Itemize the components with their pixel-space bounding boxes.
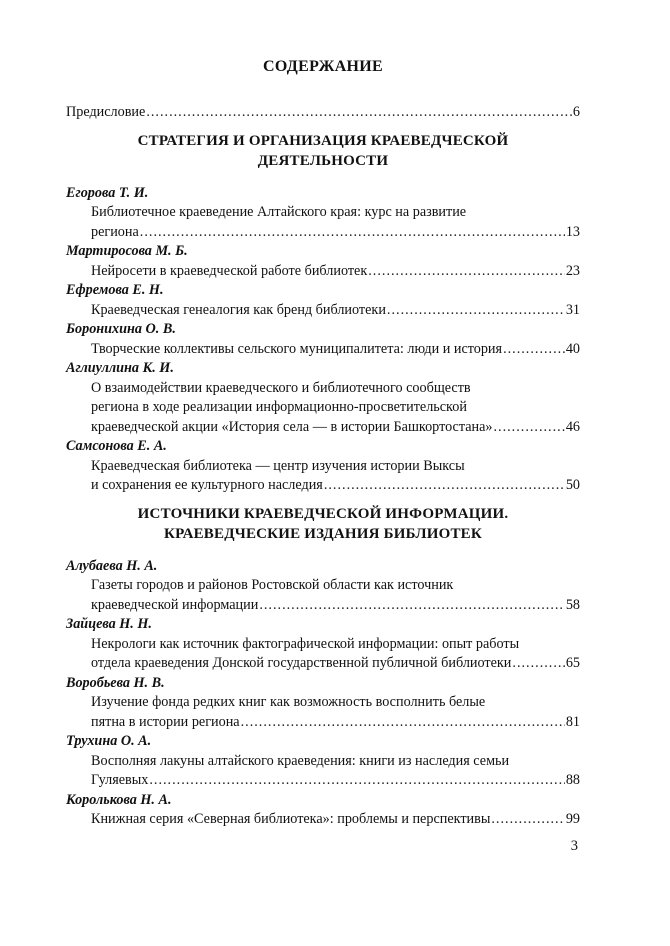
toc-entry[interactable] (66, 359, 580, 437)
toc-page-number: 31 (565, 301, 580, 318)
toc-page-number: 40 (565, 340, 580, 357)
toc-page-number: 65 (565, 655, 580, 671)
toc-entry[interactable] (66, 281, 580, 320)
section-heading-line: КРАЕВЕДЧЕСКИЕ ИЗДАНИЯ БИБЛИОТЕК (164, 525, 482, 542)
dot-leader (140, 223, 565, 243)
toc-entry-author: Аглиуллина К. И. (66, 360, 174, 376)
toc-entry-title-line: краеведческой информации (91, 596, 259, 613)
dot-leader (149, 771, 564, 791)
dot-leader (324, 476, 565, 496)
page-title: СОДЕРЖАНИЕ (262, 58, 384, 75)
section-heading (66, 131, 580, 171)
toc-entry-author: Самсонова Е. А. (66, 438, 167, 454)
toc-entry[interactable] (66, 674, 580, 733)
toc-entry-title: Предисловие (66, 104, 146, 120)
toc-entry-title-line: Книжная серия «Северная библиотека»: проблемы и перспективы (91, 811, 491, 827)
toc-entry[interactable] (66, 437, 580, 496)
toc-entry-title-line: О взаимодействии краеведческого и библиотечного сообществ (91, 379, 471, 396)
toc-entry-preface[interactable] (66, 103, 580, 123)
toc-entry-author: Боронихина О. В. (66, 321, 176, 337)
dot-leader (503, 340, 565, 360)
toc-page-number: 50 (565, 477, 580, 493)
toc-entry[interactable] (66, 242, 580, 281)
page-number: 3 (570, 838, 578, 854)
toc-page-number: 99 (565, 811, 580, 827)
toc-entry-last-line (66, 476, 580, 496)
dot-leader (241, 713, 565, 733)
toc-entry-last-line (66, 771, 580, 791)
toc-page-number: 58 (565, 596, 580, 613)
toc-entry[interactable] (66, 320, 580, 359)
toc-entry-author: Зайцева Н. Н. (66, 616, 152, 632)
toc-page-number: 6 (572, 104, 580, 120)
toc-page-number: 23 (565, 262, 580, 279)
dot-leader (259, 596, 564, 616)
toc-entry[interactable] (66, 184, 580, 243)
toc-entry-author: Мартиросова М. Б. (66, 243, 188, 259)
toc-entry-title-line: Краеведческая генеалогия как бренд библиотеки (91, 301, 386, 318)
toc-sections (66, 131, 580, 830)
dot-leader (368, 262, 565, 282)
toc-entry-title-line: пятна в истории региона (91, 713, 240, 730)
toc-entry-last-line (66, 713, 580, 733)
section-heading-line: СТРАТЕГИЯ И ОРГАНИЗАЦИЯ КРАЕВЕДЧЕСКОЙ (137, 132, 509, 149)
toc-entry-title-line: отдела краеведения Донской государственной публичной библиотеки (91, 655, 512, 671)
dot-leader (493, 418, 564, 438)
toc-entry-title-line: и сохранения ее культурного наследия (91, 477, 323, 493)
section-heading-line: ДЕЯТЕЛЬНОСТИ (257, 152, 389, 169)
toc-entry-last-line (66, 810, 580, 830)
toc-entry-last-line (66, 654, 580, 674)
toc-entry-title-line: региона в ходе реализации информационно-просветительской (91, 399, 467, 415)
dot-leader (146, 103, 572, 123)
toc-entry-last-line (66, 301, 580, 321)
dot-leader (512, 654, 564, 674)
toc-entry-title-line: Библиотечное краеведение Алтайского края: курс на развитие (91, 204, 467, 220)
toc-entry[interactable] (66, 791, 580, 830)
toc-entry-author: Королькова Н. А. (66, 791, 172, 808)
toc-entry-last-line (66, 262, 580, 282)
toc-entry-title-line: Изучение фонда редких книг как возможность восполнить белые (91, 694, 486, 710)
toc-entry-title-line: Краеведческая библиотека — центр изучения истории Выксы (91, 457, 465, 474)
toc-entry-author: Егорова Т. И. (66, 184, 149, 201)
toc-entry-last-line (66, 223, 580, 243)
toc-entry-author: Алубаева Н. А. (66, 557, 158, 574)
table-of-contents (66, 57, 580, 830)
toc-entry[interactable] (66, 732, 580, 791)
toc-entry-author: Ефремова Е. Н. (66, 282, 164, 298)
toc-page-number: 13 (565, 223, 580, 240)
toc-entry-last-line (66, 418, 580, 438)
toc-entry-title-line: Некрологи как источник фактографической информации: опыт работы (91, 635, 520, 652)
toc-page-number: 88 (565, 772, 580, 788)
dot-leader (387, 301, 565, 321)
toc-entry[interactable] (66, 557, 580, 616)
toc-entry-title-line: Газеты городов и районов Ростовской области как источник (91, 577, 454, 593)
toc-entry-last-line (66, 340, 580, 360)
toc-entry-title-line: краеведческой акции «История села — в истории Башкортостана» (91, 418, 493, 435)
toc-entry-title-line: Творческие коллективы сельского муниципалитета: люди и история (91, 340, 503, 357)
section-heading-line: ИСТОЧНИКИ КРАЕВЕДЧЕСКОЙ ИНФОРМАЦИИ. (137, 505, 509, 522)
toc-entry-title-line: Нейросети в краеведческой работе библиотек (91, 262, 368, 279)
toc-entry-author: Трухина О. А. (66, 733, 152, 749)
section-heading (66, 504, 580, 544)
toc-entry[interactable] (66, 615, 580, 674)
toc-entry-author: Воробьева Н. В. (66, 674, 165, 691)
toc-entry-title-line: региона (91, 223, 139, 240)
toc-page-number: 46 (565, 418, 580, 435)
toc-entry-title-line: Восполняя лакуны алтайского краеведения: книги из наследия семьи (91, 752, 510, 769)
toc-page-number: 81 (565, 713, 580, 730)
dot-leader (491, 810, 564, 830)
toc-entry-title-line: Гуляевых (91, 772, 149, 788)
toc-entry-last-line (66, 596, 580, 616)
